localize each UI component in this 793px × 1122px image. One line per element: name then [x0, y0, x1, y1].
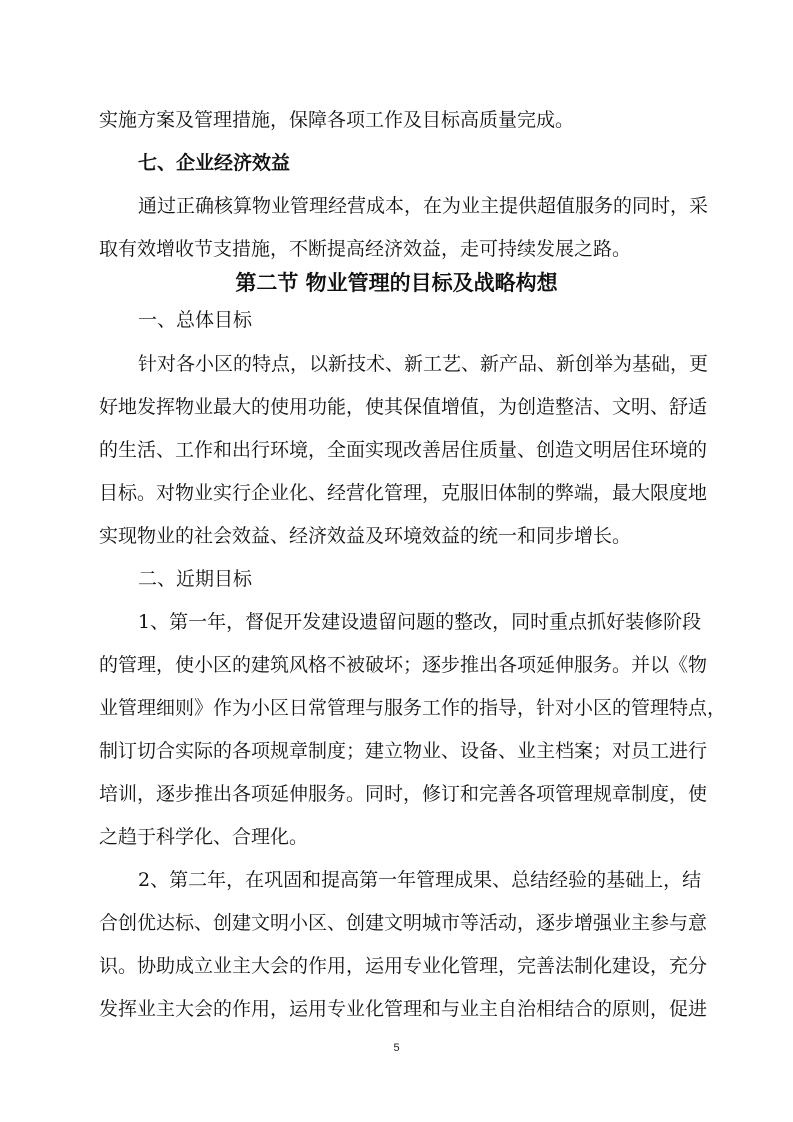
paragraph-line: 识。协助成立业主大会的作用，运用专业化管理，完善法制化建设，充分 — [99, 955, 708, 977]
paragraph-line: 好地发挥物业最大的使用功能，使其保值增值，为创造整洁、文明、舒适 — [99, 396, 708, 418]
paragraph-line: 1、第一年，督促开发建设遗留问题的整改，同时重点抓好装修阶段 — [138, 611, 702, 633]
paragraph-line: 目标。对物业实行企业化、经营化管理，克服旧体制的弊端，最大限度地 — [99, 482, 708, 504]
paragraph-line: 实现物业的社会效益、经济效益及环境效益的统一和同步增长。 — [99, 525, 632, 547]
paragraph-line: 发挥业主大会的作用，运用专业化管理和与业主自治相结合的原则，促进 — [99, 998, 708, 1020]
paragraph-line: 实施方案及管理措施，保障各项工作及目标高质量完成。 — [99, 109, 575, 131]
paragraph-line: 取有效增收节支措施，不断提高经济效益，走可持续发展之路。 — [99, 238, 632, 260]
heading-near-term-goal: 二、近期目标 — [138, 568, 253, 590]
section-title: 第二节 物业管理的目标及战略构想 — [235, 271, 558, 295]
paragraph-line: 的生活、工作和出行环境，全面实现改善居住质量、创造文明居住环境的 — [99, 439, 708, 461]
paragraph-line: 针对各小区的特点，以新技术、新工艺、新产品、新创举为基础，更 — [138, 353, 709, 375]
paragraph-line: 培训，逐步推出各项延伸服务。同时，修订和完善各项管理规章制度，使 — [99, 783, 708, 805]
heading-enterprise-benefit: 七、企业经济效益 — [138, 152, 291, 174]
page-number: 5 — [393, 1042, 400, 1054]
paragraph-line: 业管理细则》作为小区日常管理与服务工作的指导，针对小区的管理特点， — [99, 697, 727, 719]
paragraph-line: 制订切合实际的各项规章制度；建立物业、设备、业主档案；对员工进行 — [99, 740, 708, 762]
paragraph-line: 之趋于科学化、合理化。 — [99, 826, 309, 848]
paragraph-line: 合创优达标、创建文明小区、创建文明城市等活动，逐步增强业主参与意 — [99, 912, 708, 934]
paragraph-line: 2、第二年，在巩固和提高第一年管理成果、总结经验的基础上，结 — [138, 869, 702, 891]
paragraph-line: 的管理，使小区的建筑风格不被破坏；逐步推出各项延伸服务。并以《物 — [99, 654, 708, 676]
paragraph-line: 通过正确核算物业管理经营成本，在为业主提供超值服务的同时，采 — [138, 195, 709, 217]
heading-overall-goal: 一、总体目标 — [138, 309, 253, 331]
